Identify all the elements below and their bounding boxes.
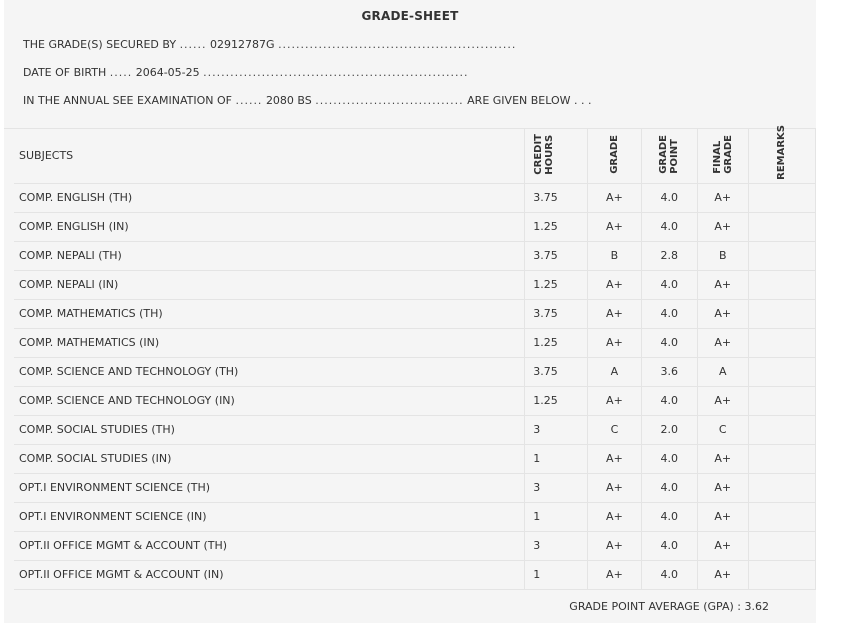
final-grade-cell: A+ xyxy=(697,473,748,502)
credit-hours-cell: 3.75 xyxy=(525,241,587,270)
credit-hours-cell: 1 xyxy=(525,560,587,589)
remarks-cell xyxy=(748,560,815,589)
table-row xyxy=(14,560,816,589)
table-row xyxy=(14,183,816,212)
dob-trail-dots: ........................................................... xyxy=(203,66,469,79)
grade-cell: A+ xyxy=(587,212,641,241)
subject-cell: COMP. MATHEMATICS (TH) xyxy=(14,299,525,328)
credit-hours-cell: 1.25 xyxy=(525,212,587,241)
credit-hours-cell: 1 xyxy=(525,502,587,531)
secured-by-line xyxy=(23,38,516,51)
grade-point-cell: 4.0 xyxy=(642,212,697,241)
header-remarks xyxy=(748,125,815,183)
subject-cell: COMP. SCIENCE AND TECHNOLOGY (IN) xyxy=(14,386,525,415)
final-grade-cell: A+ xyxy=(697,270,748,299)
grade-point-cell: 4.0 xyxy=(642,328,697,357)
grade-point-cell: 4.0 xyxy=(642,473,697,502)
header-grade xyxy=(587,129,641,183)
exam-mid-dots: ................................. xyxy=(315,94,464,107)
grade-point-cell: 4.0 xyxy=(642,183,697,212)
header-final-grade-label: FINAL GRADE xyxy=(711,135,734,174)
grade-point-cell: 4.0 xyxy=(642,531,697,560)
header-remarks-label: REMARKS xyxy=(776,125,788,180)
subject-cell: OPT.I ENVIRONMENT SCIENCE (TH) xyxy=(14,473,525,502)
grade-point-cell: 4.0 xyxy=(642,270,697,299)
final-grade-cell: C xyxy=(697,415,748,444)
credit-hours-cell: 3.75 xyxy=(525,183,587,212)
secured-by-value: 02912787G xyxy=(210,38,275,51)
dob-value: 2064-05-25 xyxy=(135,66,200,79)
table-row xyxy=(14,444,816,473)
dob-label: DATE OF BIRTH xyxy=(23,66,107,79)
credit-hours-cell: 3 xyxy=(525,415,587,444)
exam-label: IN THE ANNUAL SEE EXAMINATION OF xyxy=(23,94,232,107)
table-row xyxy=(14,241,816,270)
grade-cell: B xyxy=(587,241,641,270)
remarks-cell xyxy=(748,183,815,212)
grade-cell: A+ xyxy=(587,444,641,473)
final-grade-cell: A+ xyxy=(697,444,748,473)
final-grade-cell: A+ xyxy=(697,560,748,589)
dob-lead-dots: ..... xyxy=(109,66,133,79)
grade-cell: A+ xyxy=(587,502,641,531)
grades-table xyxy=(14,125,816,590)
table-row xyxy=(14,357,816,386)
remarks-cell xyxy=(748,299,815,328)
grade-point-cell: 4.0 xyxy=(642,502,697,531)
grade-cell: A+ xyxy=(587,270,641,299)
credit-hours-cell: 1.25 xyxy=(525,270,587,299)
grade-cell: A+ xyxy=(587,386,641,415)
grade-cell: A xyxy=(587,357,641,386)
table-row xyxy=(14,415,816,444)
grade-cell: A+ xyxy=(587,328,641,357)
secured-by-lead-dots: ...... xyxy=(179,38,207,51)
remarks-cell xyxy=(748,241,815,270)
final-grade-cell: A+ xyxy=(697,299,748,328)
table-row xyxy=(14,502,816,531)
subject-cell: COMP. SOCIAL STUDIES (TH) xyxy=(14,415,525,444)
remarks-cell xyxy=(748,212,815,241)
final-grade-cell: A+ xyxy=(697,183,748,212)
subject-cell: COMP. ENGLISH (IN) xyxy=(14,212,525,241)
header-credit-hours xyxy=(525,129,587,183)
remarks-cell xyxy=(748,270,815,299)
final-grade-cell: A+ xyxy=(697,328,748,357)
grade-point-cell: 2.8 xyxy=(642,241,697,270)
credit-hours-cell: 3.75 xyxy=(525,299,587,328)
table-header-row xyxy=(14,129,816,183)
grade-cell: C xyxy=(587,415,641,444)
final-grade-cell: A+ xyxy=(697,212,748,241)
subject-cell: COMP. NEPALI (TH) xyxy=(14,241,525,270)
table-row xyxy=(14,299,816,328)
gpa-summary: GRADE POINT AVERAGE (GPA) : 3.62 xyxy=(569,600,769,613)
remarks-cell xyxy=(748,444,815,473)
exam-suffix: ARE GIVEN BELOW . . . xyxy=(467,94,592,107)
secured-by-label: THE GRADE(S) SECURED BY xyxy=(23,38,177,51)
table-row xyxy=(14,531,816,560)
secured-by-trail-dots: ..................................................... xyxy=(278,38,517,51)
grade-cell: A+ xyxy=(587,299,641,328)
credit-hours-cell: 3 xyxy=(525,473,587,502)
exam-lead-dots: ...... xyxy=(235,94,263,107)
header-grade-label: GRADE xyxy=(608,135,620,174)
subject-cell: COMP. MATHEMATICS (IN) xyxy=(14,328,525,357)
header-final-grade xyxy=(697,129,748,183)
header-grade-point-label: GRADE POINT xyxy=(658,135,681,174)
grade-point-cell: 2.0 xyxy=(642,415,697,444)
final-grade-cell: A+ xyxy=(697,502,748,531)
grade-cell: A+ xyxy=(587,560,641,589)
remarks-cell xyxy=(748,473,815,502)
remarks-cell xyxy=(748,328,815,357)
grade-cell: A+ xyxy=(587,531,641,560)
credit-hours-cell: 1 xyxy=(525,444,587,473)
remarks-cell xyxy=(748,386,815,415)
table-row xyxy=(14,270,816,299)
grade-cell: A+ xyxy=(587,183,641,212)
table-row xyxy=(14,473,816,502)
subject-cell: COMP. SCIENCE AND TECHNOLOGY (TH) xyxy=(14,357,525,386)
page-title: GRADE-SHEET xyxy=(361,9,459,23)
subject-cell: COMP. ENGLISH (TH) xyxy=(14,183,525,212)
table-row xyxy=(14,328,816,357)
header-subjects: SUBJECTS xyxy=(14,129,525,183)
table-row xyxy=(14,212,816,241)
credit-hours-cell: 3 xyxy=(525,531,587,560)
credit-hours-cell: 3.75 xyxy=(525,357,587,386)
grade-point-cell: 4.0 xyxy=(642,444,697,473)
subject-cell: COMP. SOCIAL STUDIES (IN) xyxy=(14,444,525,473)
final-grade-cell: A xyxy=(697,357,748,386)
subject-cell: OPT.II OFFICE MGMT & ACCOUNT (IN) xyxy=(14,560,525,589)
table-row xyxy=(14,386,816,415)
subject-cell: COMP. NEPALI (IN) xyxy=(14,270,525,299)
grade-point-cell: 4.0 xyxy=(642,386,697,415)
grade-point-cell: 4.0 xyxy=(642,299,697,328)
grade-sheet xyxy=(4,0,816,623)
subject-cell: OPT.I ENVIRONMENT SCIENCE (IN) xyxy=(14,502,525,531)
remarks-cell xyxy=(748,502,815,531)
credit-hours-cell: 1.25 xyxy=(525,386,587,415)
grade-point-cell: 3.6 xyxy=(642,357,697,386)
grade-point-cell: 4.0 xyxy=(642,560,697,589)
header-credit-hours-label: CREDIT HOURS xyxy=(533,134,556,175)
remarks-cell xyxy=(748,531,815,560)
final-grade-cell: A+ xyxy=(697,386,748,415)
final-grade-cell: A+ xyxy=(697,531,748,560)
exam-value: 2080 BS xyxy=(265,94,312,107)
remarks-cell xyxy=(748,415,815,444)
exam-line xyxy=(23,94,592,107)
final-grade-cell: B xyxy=(697,241,748,270)
dob-line xyxy=(23,66,468,79)
remarks-cell xyxy=(748,357,815,386)
subject-cell: OPT.II OFFICE MGMT & ACCOUNT (TH) xyxy=(14,531,525,560)
grade-cell: A+ xyxy=(587,473,641,502)
credit-hours-cell: 1.25 xyxy=(525,328,587,357)
header-grade-point xyxy=(642,129,697,183)
